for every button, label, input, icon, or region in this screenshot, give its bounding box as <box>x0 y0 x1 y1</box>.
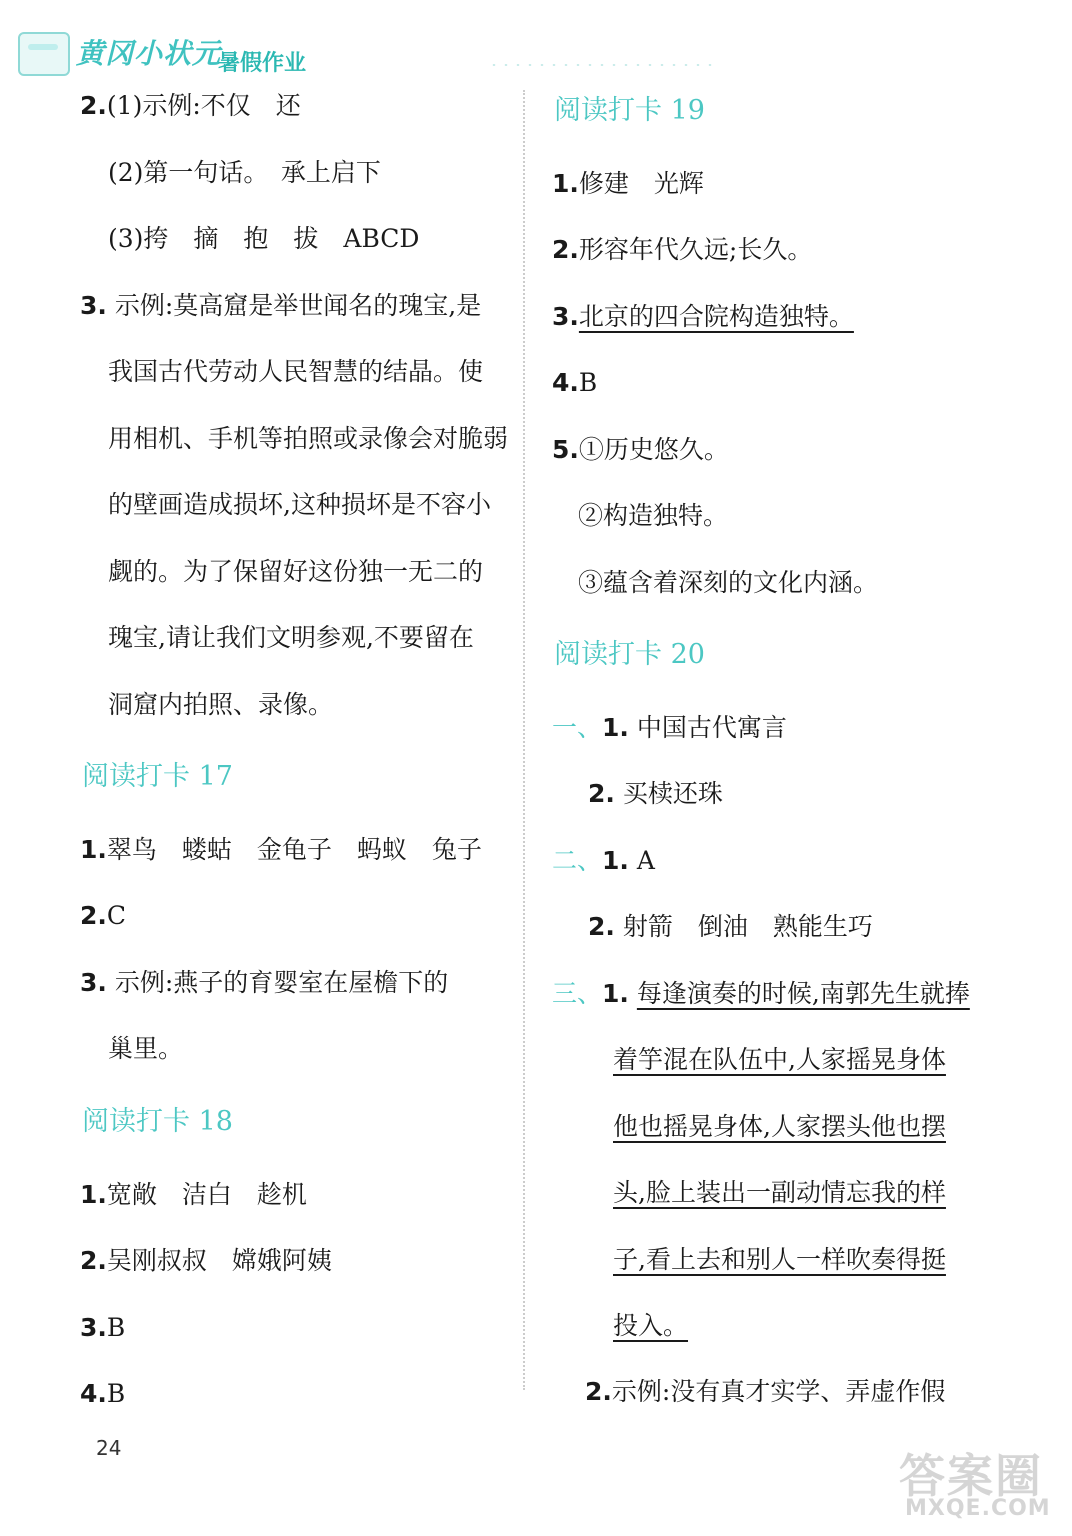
part-2-item-2: 2. 射箭 倒油 熟能生巧 <box>588 912 873 941</box>
answer-3-line: 洞窟内拍照、录像。 <box>108 690 334 719</box>
part-3-item-1: 三、1. 每逢演奏的时候,南郭先生就捧 <box>552 979 970 1008</box>
part-3-item-1-line: 投入。 <box>613 1311 689 1340</box>
answer-item: 2.形容年代久远;长久。 <box>552 235 813 264</box>
part-3-item-1-line: 头,脸上装出一副动情忘我的样 <box>613 1178 946 1207</box>
answer-3-line: 我国古代劳动人民智慧的结晶。使 <box>108 357 484 386</box>
answer-2-part-1: 2.(1)示例:不仅 还 <box>80 91 301 120</box>
answer-item: 3.B <box>80 1313 126 1342</box>
answer-item: 1.宽敞 洁白 趁机 <box>80 1180 307 1209</box>
part-3-item-1-line: 着竽混在队伍中,人家摇晃身体 <box>613 1045 946 1074</box>
answer-2-part-2: (2)第一句话。 承上启下 <box>108 158 381 187</box>
answer-item: 4.B <box>552 368 598 397</box>
part-3-item-2: 2.示例:没有真才实学、弄虚作假 <box>585 1377 946 1406</box>
answer-3-line: 的壁画造成损坏,这种损坏是不容小 <box>108 490 491 519</box>
answer-item: 3. 示例:燕子的育婴室在屋檐下的 <box>80 968 449 997</box>
answer-item: 5.①历史悠久。 <box>552 435 729 464</box>
answer-3-line: 觑的。为了保留好这份独一无二的 <box>108 557 484 586</box>
part-2-item-1: 二、1. A <box>552 846 655 875</box>
part-1-item-2: 2. 买椟还珠 <box>588 779 723 808</box>
part-1-item-1: 一、1. 中国古代寓言 <box>552 713 787 742</box>
book-subtitle: 暑假作业 <box>218 51 307 76</box>
answer-item: 3.北京的四合院构造独特。 <box>552 302 854 331</box>
page-header <box>18 26 718 78</box>
section-title-20: 阅读打卡 20 <box>554 639 705 670</box>
section-title-17: 阅读打卡 17 <box>82 761 233 792</box>
site-watermark: 答案圈 MXQE.COM <box>899 1449 1051 1521</box>
answer-item: 4.B <box>80 1379 126 1408</box>
section-title-19: 阅读打卡 19 <box>554 95 705 126</box>
section-title-18: 阅读打卡 18 <box>82 1106 233 1137</box>
answer-item-continuation: ③蕴含着深刻的文化内涵。 <box>578 568 879 597</box>
answer-item: 2.吴刚叔叔 嫦娥阿姨 <box>80 1246 332 1275</box>
answer-3-line: 用相机、手机等拍照或录像会对脆弱 <box>108 424 509 453</box>
brand-name: 黄冈小状元 <box>76 37 222 70</box>
answer-item-continuation: 巢里。 <box>108 1034 184 1063</box>
brand-logo-icon <box>18 32 70 76</box>
answer-3-line-1: 3. 示例:莫高窟是举世闻名的瑰宝,是 <box>80 291 482 320</box>
part-3-item-1-line: 他也摇晃身体,人家摆头他也摆 <box>613 1112 946 1141</box>
header-dots-divider <box>488 64 718 66</box>
answer-item-continuation: ②构造独特。 <box>578 501 729 530</box>
answer-item: 2.C <box>80 901 127 930</box>
answer-item: 1.翠鸟 蝼蛄 金龟子 蚂蚁 兔子 <box>80 835 482 864</box>
part-3-item-1-line: 子,看上去和别人一样吹奏得挺 <box>613 1245 946 1274</box>
answer-2-part-3: (3)挎 摘 抱 拔 ABCD <box>108 224 420 253</box>
page-number: 24 <box>96 1436 122 1460</box>
answer-item: 1.修建 光辉 <box>552 169 704 198</box>
answer-3-line: 瑰宝,请让我们文明参观,不要留在 <box>108 623 474 652</box>
column-divider <box>523 90 525 1390</box>
